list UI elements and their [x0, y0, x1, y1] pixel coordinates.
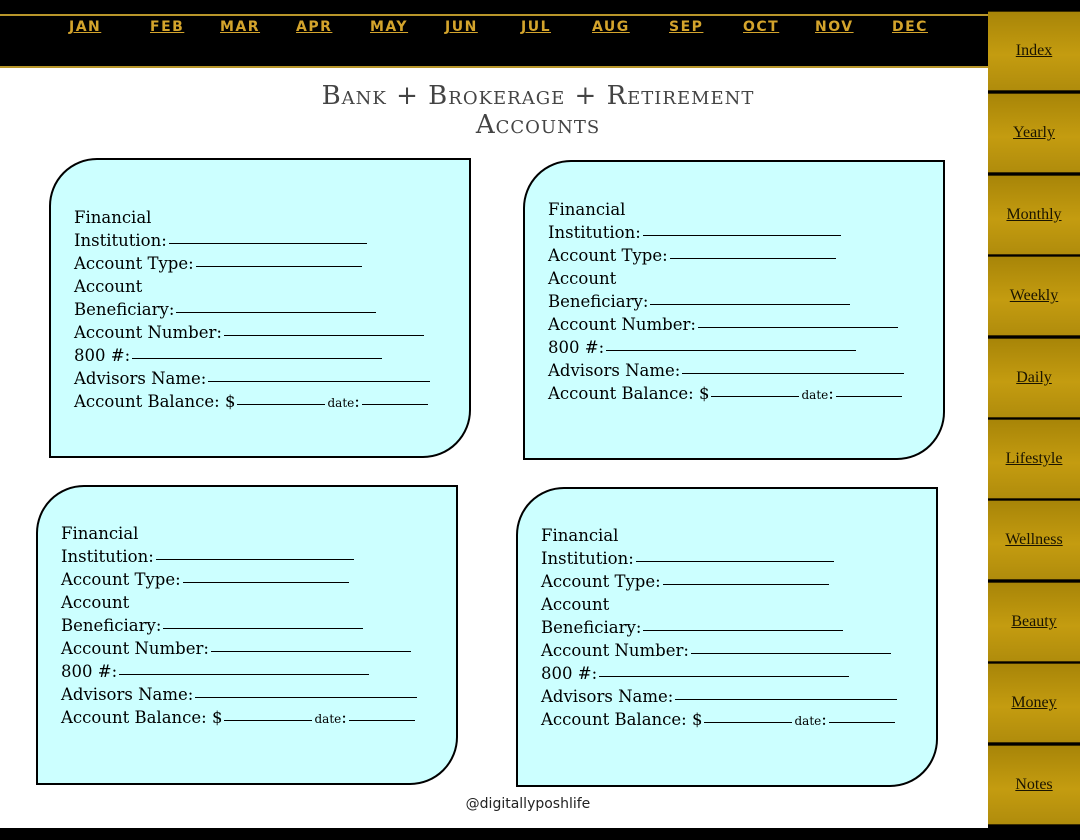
phone-800-field[interactable]	[599, 676, 849, 677]
field-label: Account	[74, 277, 143, 296]
field-label: Account Number:	[74, 323, 222, 342]
month-link-apr[interactable]: APR	[296, 19, 333, 35]
account-card	[516, 487, 938, 787]
beneficiary-field[interactable]	[643, 630, 843, 631]
institution-field[interactable]	[643, 235, 841, 236]
page-title-line-1: Bank + Brokerage + Retirement	[321, 81, 755, 111]
field-label: Institution:	[548, 223, 641, 242]
date-field[interactable]	[829, 722, 895, 723]
account-type-field[interactable]	[196, 266, 362, 267]
tab-weekly[interactable]	[988, 256, 1080, 336]
field-label: Advisors Name:	[61, 685, 194, 704]
date-colon: :	[341, 708, 347, 727]
month-link-dec[interactable]: DEC	[892, 19, 928, 35]
advisors-name-field[interactable]	[208, 381, 430, 382]
beneficiary-field[interactable]	[650, 304, 850, 305]
field-label: Financial	[541, 526, 619, 545]
tab-index[interactable]	[988, 11, 1080, 91]
field-label: Account Type:	[548, 246, 668, 265]
account-type-field[interactable]	[183, 582, 349, 583]
tab-money[interactable]	[988, 663, 1080, 743]
institution-field[interactable]	[636, 561, 834, 562]
tab-wellness[interactable]	[988, 500, 1080, 580]
date-label: date	[801, 388, 829, 402]
month-link-mar[interactable]: MAR	[220, 19, 261, 35]
advisors-name-field[interactable]	[675, 699, 897, 700]
field-label: Advisors Name:	[541, 687, 674, 706]
tab-daily[interactable]	[988, 338, 1080, 418]
account-card	[36, 485, 458, 785]
account-type-field[interactable]	[663, 584, 829, 585]
month-link-feb[interactable]: FEB	[150, 19, 185, 35]
month-link-nov[interactable]: NOV	[815, 19, 854, 35]
tab-label: Yearly	[1013, 124, 1055, 141]
phone-800-field[interactable]	[132, 358, 382, 359]
field-label: 800 #:	[74, 346, 131, 365]
month-link-may[interactable]: MAY	[370, 19, 409, 35]
phone-800-field[interactable]	[606, 350, 856, 351]
balance-field[interactable]	[237, 404, 325, 405]
field-label: Financial	[74, 208, 152, 227]
bottom-bar	[0, 828, 988, 840]
date-field[interactable]	[362, 404, 428, 405]
field-label: 800 #:	[61, 662, 118, 681]
institution-field[interactable]	[169, 243, 367, 244]
tab-monthly[interactable]	[988, 175, 1080, 255]
account-number-field[interactable]	[691, 653, 891, 654]
field-label: 800 #:	[541, 664, 598, 683]
month-link-aug[interactable]: AUG	[592, 19, 630, 35]
date-colon: :	[821, 710, 827, 729]
phone-800-field[interactable]	[119, 674, 369, 675]
field-label: Beneficiary:	[74, 300, 175, 319]
advisors-name-field[interactable]	[682, 373, 904, 374]
tab-label: Notes	[1015, 776, 1053, 793]
field-label: Advisors Name:	[548, 361, 681, 380]
institution-field[interactable]	[156, 559, 354, 560]
advisors-name-field[interactable]	[195, 697, 417, 698]
date-colon: :	[828, 384, 834, 403]
tab-label: Weekly	[1009, 287, 1059, 304]
date-colon: :	[354, 392, 360, 411]
balance-field[interactable]	[704, 722, 792, 723]
tab-beauty[interactable]	[988, 582, 1080, 662]
page-title	[230, 82, 846, 140]
date-label: date	[314, 712, 342, 726]
field-label: Account	[541, 595, 610, 614]
balance-field[interactable]	[224, 720, 312, 721]
field-label: Account Type:	[541, 572, 661, 591]
field-label: Account Number:	[541, 641, 689, 660]
account-type-field[interactable]	[670, 258, 836, 259]
field-label: Financial	[61, 524, 139, 543]
balance-field[interactable]	[711, 396, 799, 397]
month-bar-bottom-rule	[0, 66, 988, 68]
month-bar-top-rule	[0, 14, 988, 16]
field-label: Institution:	[74, 231, 167, 250]
date-field[interactable]	[836, 396, 902, 397]
tab-label: Daily	[1016, 369, 1052, 386]
date-field[interactable]	[349, 720, 415, 721]
footer-handle: @digitallyposhlife	[465, 796, 591, 812]
month-link-oct[interactable]: OCT	[743, 19, 780, 35]
field-label: Account Type:	[61, 570, 181, 589]
tab-label: Monthly	[1006, 206, 1062, 223]
tab-yearly[interactable]	[988, 93, 1080, 173]
field-label: Financial	[548, 200, 626, 219]
beneficiary-field[interactable]	[176, 312, 376, 313]
field-label: Account Balance: $	[61, 708, 223, 727]
field-label: Beneficiary:	[61, 616, 162, 635]
page-title-line-2: Accounts	[475, 110, 601, 140]
tab-label: Index	[1015, 42, 1053, 59]
account-number-field[interactable]	[224, 335, 424, 336]
field-label: Beneficiary:	[541, 618, 642, 637]
month-bar	[0, 0, 988, 68]
month-link-jan[interactable]: JAN	[69, 19, 102, 35]
month-link-sep[interactable]: SEP	[669, 19, 704, 35]
field-label: Institution:	[61, 547, 154, 566]
date-label: date	[327, 396, 355, 410]
tab-label: Lifestyle	[1005, 450, 1063, 467]
account-card	[49, 158, 471, 458]
field-label: Account Balance: $	[541, 710, 703, 729]
field-label: Account	[548, 269, 617, 288]
field-label: Beneficiary:	[548, 292, 649, 311]
date-label: date	[794, 714, 822, 728]
field-label: Advisors Name:	[74, 369, 207, 388]
month-link-jun[interactable]: JUN	[445, 19, 478, 35]
beneficiary-field[interactable]	[163, 628, 363, 629]
field-label: 800 #:	[548, 338, 605, 357]
field-label: Account	[61, 593, 130, 612]
field-label: Institution:	[541, 549, 634, 568]
field-label: Account Balance: $	[74, 392, 236, 411]
account-number-field[interactable]	[698, 327, 898, 328]
account-card	[523, 160, 945, 460]
field-label: Account Number:	[548, 315, 696, 334]
account-number-field[interactable]	[211, 651, 411, 652]
field-label: Account Type:	[74, 254, 194, 273]
field-label: Account Number:	[61, 639, 209, 658]
tab-label: Money	[1011, 694, 1057, 711]
field-label: Account Balance: $	[548, 384, 710, 403]
tab-label: Wellness	[1005, 531, 1063, 548]
tab-lifestyle[interactable]	[988, 419, 1080, 499]
tab-notes[interactable]	[988, 745, 1080, 825]
tab-label: Beauty	[1011, 613, 1057, 630]
month-link-jul[interactable]: JUL	[521, 19, 551, 35]
